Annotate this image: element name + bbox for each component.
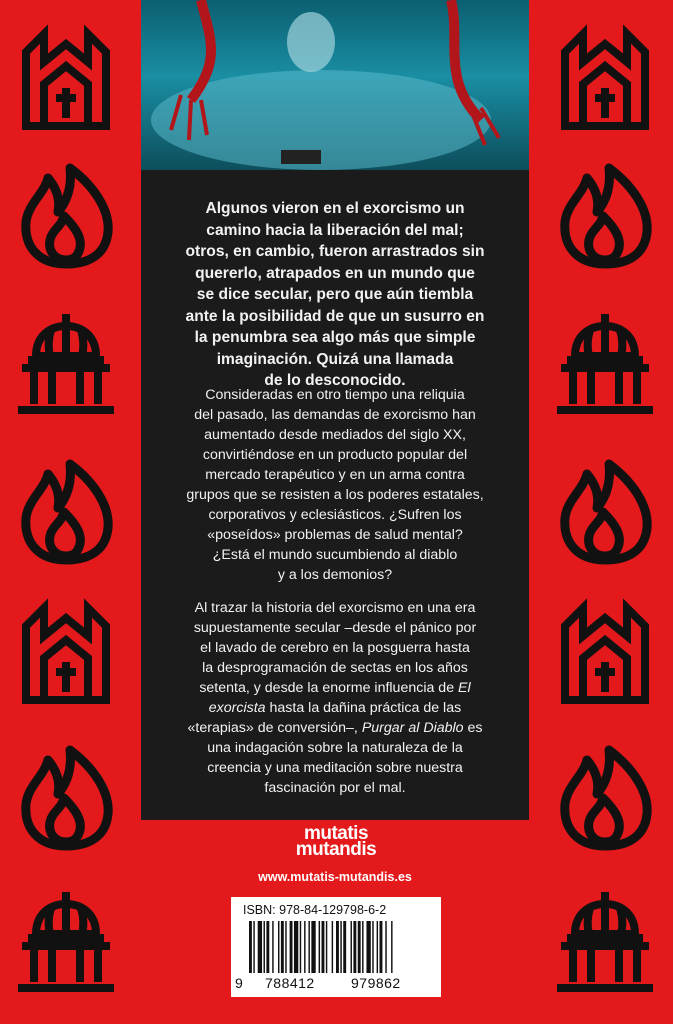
synopsis-closing	[155, 598, 515, 798]
isbn-barcode	[231, 897, 441, 997]
barcode-bar	[249, 921, 252, 973]
text-line: convirtiéndose en un producto popular del	[202, 447, 468, 463]
publisher-url: www.mutatis-mutandis.es	[258, 870, 412, 884]
barcode-bars	[249, 921, 435, 973]
barcode-bar	[366, 921, 370, 973]
barcode-bar	[264, 921, 265, 973]
barcode-bar	[290, 921, 293, 973]
text-line: «poseídos» problemas de salud mental?	[207, 527, 463, 543]
synopsis-intro	[159, 198, 511, 392]
publisher-logo	[276, 823, 396, 860]
barcode-bar	[253, 921, 254, 973]
title-italic: exorcista	[208, 700, 266, 716]
text-line: mercado terapéutico y en un arma contra	[205, 467, 465, 483]
synopsis-body	[155, 385, 515, 585]
text-line: aumentado desde mediados del siglo XX,	[204, 427, 466, 443]
publisher-logo-line2: mutandis	[295, 839, 377, 860]
text-line: otros, en cambio, fueron arrastrados sin	[185, 243, 485, 260]
barcode-bar	[304, 921, 305, 973]
text-line: quererlo, atrapados en un mundo que	[195, 264, 475, 282]
barcode-bar	[266, 921, 269, 973]
text-line: corporativos y eclesiásticos. ¿Sufren los	[208, 507, 462, 523]
text-line: la desprogramación de sectas en los años	[202, 660, 468, 676]
cover-photo	[141, 0, 529, 170]
barcode-bar	[322, 921, 325, 973]
fire-icon	[14, 742, 119, 852]
text-line: del pasado, las demandas de exorcismo han	[194, 407, 476, 423]
barcode-bar	[380, 921, 383, 973]
church-icon	[553, 22, 658, 132]
barcode-bar	[362, 921, 363, 973]
church-icon	[14, 596, 119, 706]
book-title-italic: Purgar al Diablo	[361, 720, 464, 736]
barcode-bar	[358, 921, 361, 973]
text-line: supuestamente secular –desde el pánico por	[193, 620, 477, 636]
text-line: imaginación. Quizá una llamada	[216, 350, 454, 368]
text-line: camino hacia la liberación del mal;	[206, 221, 464, 239]
left-icon-column	[14, 0, 119, 1024]
text-line: la penumbra sea algo más que simple	[194, 329, 476, 346]
fire-icon	[14, 160, 119, 270]
barcode-bar	[372, 921, 373, 973]
text-line: ¿Está el mundo sucumbiendo al diablo	[212, 547, 458, 563]
text-line: Consideradas en otro tiempo una reliquia	[205, 387, 465, 403]
dome-building-icon	[14, 310, 119, 420]
barcode-bar	[278, 921, 279, 973]
text-line: setenta, y desde la enorme influencia de	[199, 680, 459, 696]
barcode-bar	[377, 921, 378, 973]
barcode-digits-group2: 979862	[351, 975, 401, 991]
text-line: creencia y una meditación sobre nuestra	[207, 760, 463, 776]
barcode-bar	[336, 921, 339, 973]
synopsis-panel	[141, 170, 529, 820]
text-line: es	[463, 720, 483, 736]
barcode-bar	[340, 921, 341, 973]
text-line: grupos que se resisten a los poderes estatales,	[186, 487, 484, 503]
text-line: el lavado de cerebro en la posguerra hasta	[200, 640, 470, 656]
text-line: se dice secular, pero que aún tiembla	[196, 286, 474, 303]
text-line: una indagación sobre la naturaleza de la	[207, 740, 463, 756]
barcode-bar	[351, 921, 352, 973]
dome-building-icon	[553, 888, 658, 998]
text-line: «terapias» de conversión–,	[187, 720, 362, 736]
barcode-bar	[311, 921, 315, 973]
fire-icon	[553, 456, 658, 566]
text-line: ante la posibilidad de que un susurro en	[185, 307, 485, 325]
church-icon	[553, 596, 658, 706]
barcode-bar	[272, 921, 273, 973]
church-icon	[14, 22, 119, 132]
barcode-bar	[385, 921, 386, 973]
barcode-bar	[332, 921, 333, 973]
dome-building-icon	[14, 888, 119, 998]
fire-icon	[14, 456, 119, 566]
publisher-logo-line1: mutatis	[303, 823, 369, 844]
text-line: de lo desconocido.	[264, 372, 406, 389]
barcode-digit-prefix: 9	[235, 975, 244, 991]
barcode-bar	[391, 921, 392, 973]
barcode-bar	[308, 921, 309, 973]
barcode-bar	[300, 921, 301, 973]
barcode-bar	[353, 921, 356, 973]
text-line: fascinación por el mal.	[264, 780, 406, 796]
fire-icon	[553, 742, 658, 852]
fire-icon	[553, 160, 658, 270]
isbn-label: ISBN: 978-84-129798-6-2	[243, 903, 387, 917]
text-line: Al trazar la historia del exorcismo en una era	[194, 600, 476, 616]
right-icon-column	[553, 0, 658, 1024]
dome-building-icon	[553, 310, 658, 420]
barcode-digits-group1: 788412	[265, 975, 315, 991]
barcode-bar	[258, 921, 262, 973]
text-line: y a los demonios?	[277, 567, 393, 583]
text-line: Algunos vieron en el exorcismo un	[205, 200, 465, 217]
barcode-bar	[319, 921, 320, 973]
text-line: hasta la dañina práctica de las	[265, 700, 462, 716]
title-italic: El	[458, 680, 471, 696]
barcode-bar	[343, 921, 346, 973]
barcode-bar	[281, 921, 284, 973]
barcode-bar	[285, 921, 286, 973]
barcode-bar	[294, 921, 298, 973]
barcode-bar	[326, 921, 327, 973]
